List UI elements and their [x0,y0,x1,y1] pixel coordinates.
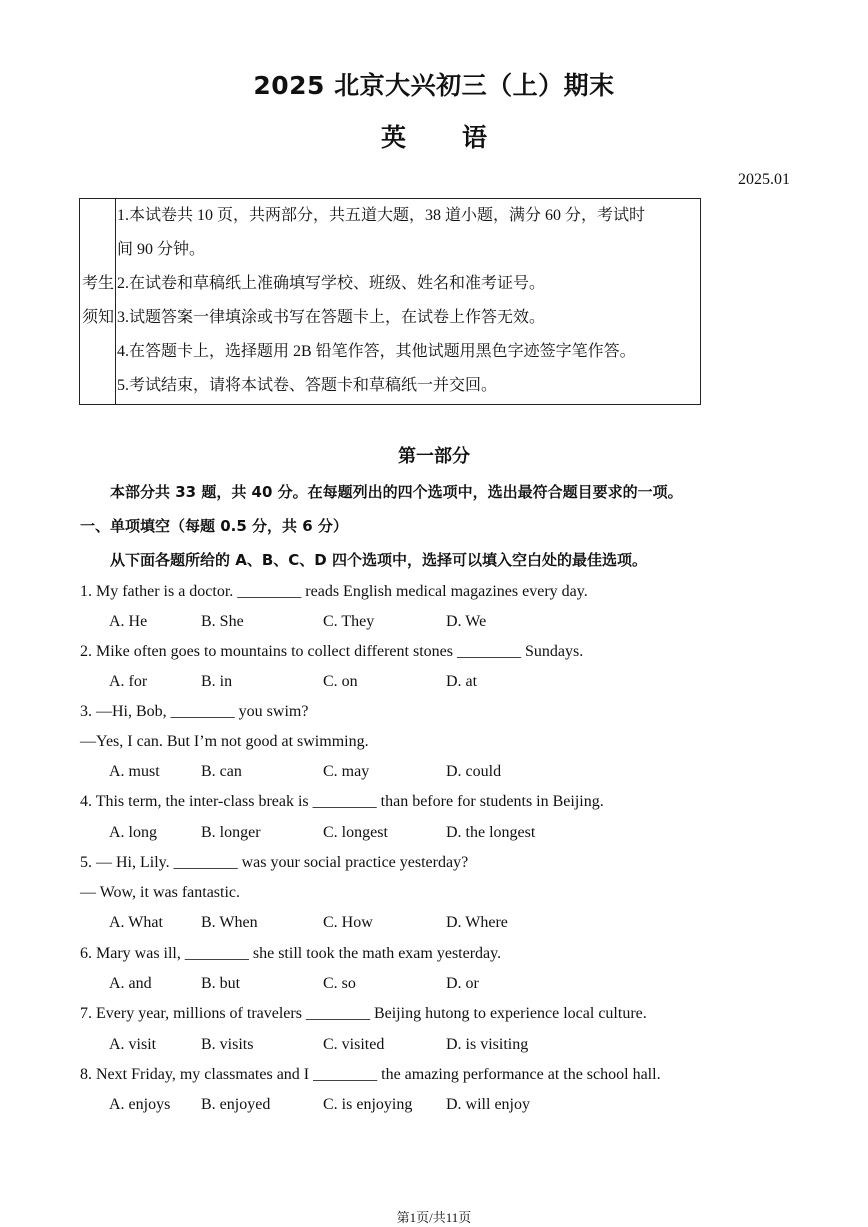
option-b: B. She [201,613,244,630]
option-c: C. may [323,763,370,780]
option-b: B. but [201,975,241,992]
part-title: 第一部分 [398,446,470,467]
exam-date: 2025.01 [738,171,790,188]
section-instruction: 从下面各题所给的 A、B、C、D 四个选项中，选择可以填入空白处的最佳选项。 [110,551,647,569]
option-a: A. and [109,975,152,992]
question-stem: 5. — Hi, Lily. ________ was your social practice yesterday? [80,854,469,871]
option-b: B. When [201,914,258,931]
notice-line: 2.在试卷和草稿纸上准确填写学校、班级、姓名和准考证号。 [117,275,546,292]
option-d: D. Where [446,914,508,931]
option-d: D. could [446,763,502,780]
question-stem: 6. Mary was ill, ________ she still took the math exam yesterday. [80,945,502,962]
notice-box [79,198,701,405]
notice-line: 3.试题答案一律填涂或书写在答题卡上，在试卷上作答无效。 [117,309,546,326]
notice-label-line-1: 考生 [81,275,114,292]
option-d: D. or [446,975,479,992]
option-a: A. visit [109,1036,157,1053]
notice-label-cell [80,199,116,404]
option-b: B. longer [201,824,261,841]
option-d: D. the longest [446,824,536,841]
subject-char-2: 语 [462,123,488,152]
option-a: A. long [109,824,157,841]
subject-heading [0,118,868,154]
option-c: C. They [323,613,375,630]
option-c: C. on [323,673,358,690]
question-stem: —Yes, I can. But I’m not good at swimming. [80,733,369,750]
question-stem: 4. This term, the inter-class break is ________ than before for students in Beijing. [80,793,604,810]
page-footer: 第1页/共11页 [396,1210,472,1225]
notice-label-line-2: 须知 [81,309,114,326]
option-a: A. What [109,914,163,931]
option-d: D. will enjoy [446,1096,530,1113]
option-a: A. for [109,673,148,690]
question-stem: 3. —Hi, Bob, ________ you swim? [80,703,309,720]
option-c: C. so [323,975,356,992]
question-stem: — Wow, it was fantastic. [80,884,241,901]
option-b: B. enjoyed [201,1096,271,1113]
section-title: 一、单项填空（每题 0.5 分，共 6 分） [80,517,348,535]
option-d: D. We [446,613,487,630]
option-c: C. is enjoying [323,1096,413,1113]
part-instruction: 本部分共 33 题，共 40 分。在每题列出的四个选项中，选出最符合题目要求的一项。 [110,483,683,501]
option-b: B. visits [201,1036,254,1053]
option-a: A. He [109,613,148,630]
option-a: A. enjoys [109,1096,171,1113]
notice-line: 1.本试卷共 10 页，共两部分，共五道大题，38 道小题，满分 60 分，考试时 [117,207,646,224]
option-c: C. visited [323,1036,385,1053]
subject-char-1: 英 [380,123,406,152]
question-stem: 1. My father is a doctor. ________ reads English medical magazines every day. [80,583,588,600]
option-b: B. in [201,673,233,690]
question-stem: 8. Next Friday, my classmates and I ________ the amazing performance at the school hall. [80,1066,661,1083]
notice-line: 间 90 分钟。 [117,241,206,258]
notice-line: 4.在答题卡上，选择题用 2B 铅笔作答，其他试题用黑色字迹签字笔作答。 [117,343,636,360]
question-stem: 7. Every year, millions of travelers ________ Beijing hutong to experience local culture. [80,1005,647,1022]
option-b: B. can [201,763,242,780]
notice-line: 5.考试结束，请将本试卷、答题卡和草稿纸一并交回。 [117,377,498,394]
option-d: D. at [446,673,478,690]
exam-title: 2025 北京大兴初三（上）期末 [253,71,615,100]
question-stem: 2. Mike often goes to mountains to collect different stones ________ Sundays. [80,643,584,660]
option-d: D. is visiting [446,1036,529,1053]
option-c: C. longest [323,824,388,841]
option-c: C. How [323,914,373,931]
option-a: A. must [109,763,160,780]
